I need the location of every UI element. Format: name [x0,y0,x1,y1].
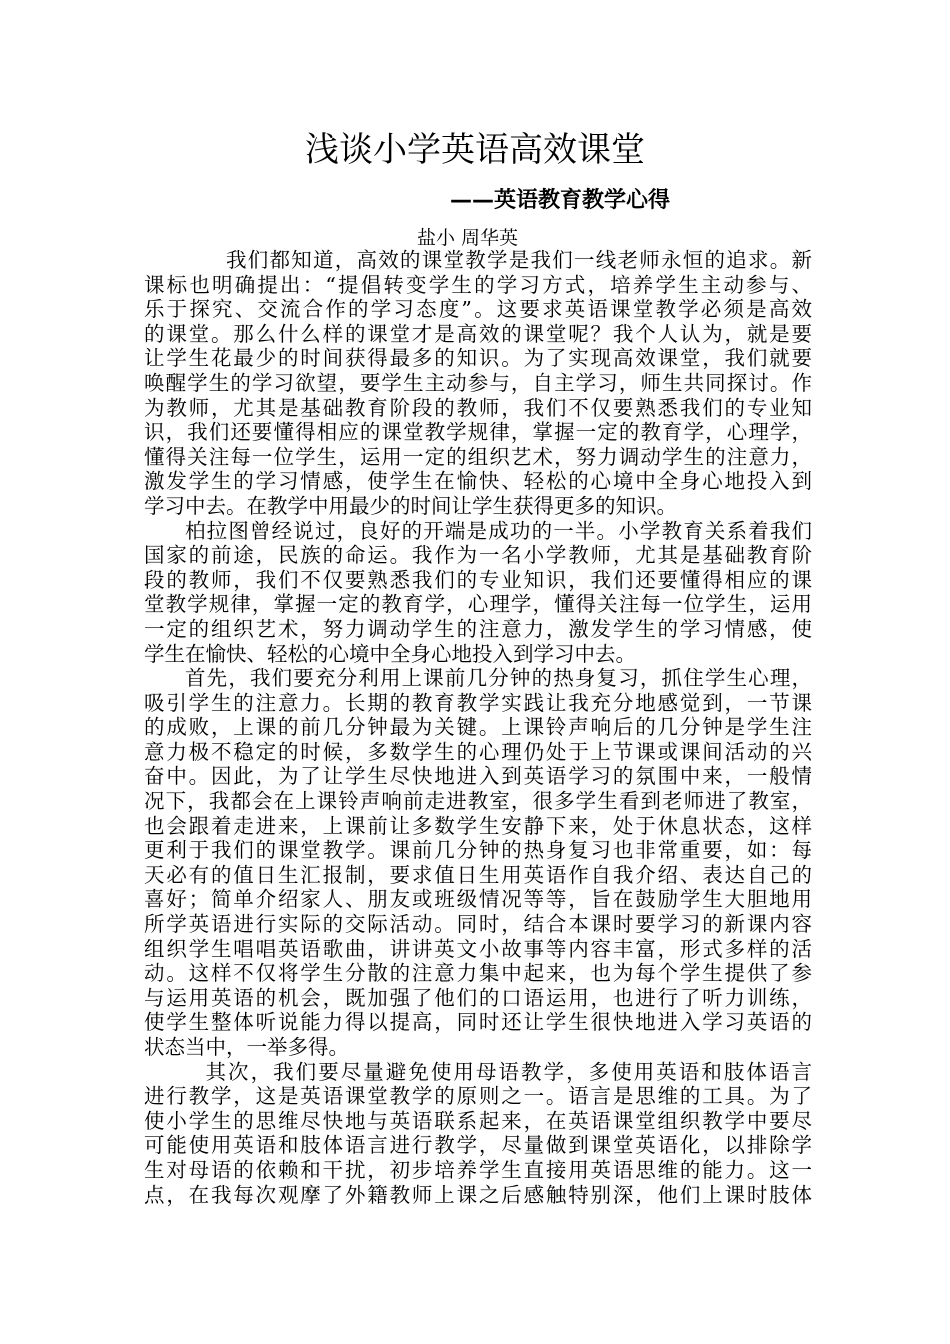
document-title: 浅谈小学英语高效课堂 [305,130,645,170]
text-line: 激发学生的学习情感，使学生在愉快、轻松的心境中全身心地投入到 [144,469,812,494]
text-line: 段的教师，我们不仅要熟悉我们的专业知识，我们还要懂得相应的课 [144,567,812,592]
text-line: 一定的组织艺术，努力调动学生的注意力，激发学生的学习情感，使 [144,616,812,641]
text-line: 奋中。因此，为了让学生尽快地进入到英语学习的氛围中来，一般情 [144,764,812,789]
text-line: 组织学生唱唱英语歌曲，讲讲英文小故事等内容丰富，形式多样的活 [144,936,812,961]
document-subtitle: ——英语教育教学心得 [450,188,671,213]
text-line: 其次，我们要尽量避免使用母语教学，多使用英语和肢体语言 [205,1059,812,1084]
text-line: 喜好；简单介绍家人、朋友或班级情况等等，旨在鼓励学生大胆地用 [144,887,812,912]
text-line: 乐于探究、交流合作的学习态度”。这要求英语课堂教学必须是高效 [144,297,812,322]
text-line: 为教师，尤其是基础教育阶段的教师，我们不仅要熟悉我们的专业知 [144,395,812,420]
text-line: 状态当中，一举多得。 [144,1035,349,1059]
text-line: 所学英语进行实际的交际活动。同时，结合本课时要学习的新课内容 [144,912,812,937]
text-line: 吸引学生的注意力。长期的教育教学实践让我充分地感觉到，一节课 [144,690,812,715]
text-line: 生对母语的依赖和干扰，初步培养学生直接用英语思维的能力。这一 [144,1157,812,1182]
text-line: 我们都知道，高效的课堂教学是我们一线老师永恒的追求。新 [226,248,812,272]
paragraph [144,1060,812,1208]
paragraph [144,248,812,519]
text-line: 使小学生的思维尽快地与英语联系起来，在英语课堂组织教学中要尽 [144,1108,812,1133]
author-line: 盐小 周华英 [417,227,519,249]
text-line: 识，我们还要懂得相应的课堂教学规律，掌握一定的教育学，心理学， [144,420,812,445]
text-line: 可能使用英语和肢体语言进行教学，尽量做到课堂英语化，以排除学 [144,1133,812,1158]
text-line: 堂教学规律，掌握一定的教育学，心理学，懂得关注每一位学生，运用 [144,592,812,617]
text-line: 也会跟着走进来，上课前让多数学生安静下来，处于休息状态，这样 [144,813,812,838]
text-line: 的成败，上课的前几分钟最为关键。上课铃声响后的几分钟是学生注 [144,715,812,740]
text-line: 学习中去。在教学中用最少的时间让学生获得更多的知识。 [144,493,677,518]
article-body [144,248,812,1207]
paragraph [144,519,812,667]
text-line: 懂得关注每一位学生，运用一定的组织艺术，努力调动学生的注意力， [144,444,812,469]
text-line: 让学生花最少的时间获得最多的知识。为了实现高效课堂，我们就要 [144,346,812,371]
text-line: 与运用英语的机会，既加强了他们的口语运用，也进行了听力训练， [144,985,812,1010]
text-line: 柏拉图曾经说过，良好的开端是成功的一半。小学教育关系着我们 [185,518,812,543]
text-line: 首先，我们要充分利用上课前几分钟的热身复习，抓住学生心理， [185,666,812,691]
text-line: 使学生整体听说能力得以提高，同时还让学生很快地进入学习英语的 [144,1010,812,1035]
text-line: 国家的前途，民族的命运。我作为一名小学教师，尤其是基础教育阶 [144,543,812,568]
text-line: 动。这样不仅将学生分散的注意力集中起来，也为每个学生提供了参 [144,961,812,986]
text-line: 课标也明确提出：“提倡转变学生的学习方式，培养学生主动参与、 [144,272,812,297]
text-line: 更利于我们的课堂教学。课前几分钟的热身复习也非常重要，如：每 [144,838,812,863]
text-line: 意力极不稳定的时候，多数学生的心理仍处于上节课或课间活动的兴 [144,739,812,764]
text-line: 进行教学，这是英语课堂教学的原则之一。语言是思维的工具。为了 [144,1084,812,1109]
text-line: 况下，我都会在上课铃声响前走进教室，很多学生看到老师进了教室， [144,789,812,814]
text-line: 天必有的值日生汇报制，要求值日生用英语作自我介绍、表达自己的 [144,862,812,887]
text-line: 点，在我每次观摩了外籍教师上课之后感触特别深，他们上课时肢体 [144,1182,812,1207]
text-line: 唤醒学生的学习欲望，要学生主动参与，自主学习，师生共同探讨。作 [144,370,812,395]
text-line: 学生在愉快、轻松的心境中全身心地投入到学习中去。 [144,641,636,666]
text-line: 的课堂。那么什么样的课堂才是高效的课堂呢？我个人认为，就是要 [144,321,812,346]
paragraph [144,666,812,1060]
